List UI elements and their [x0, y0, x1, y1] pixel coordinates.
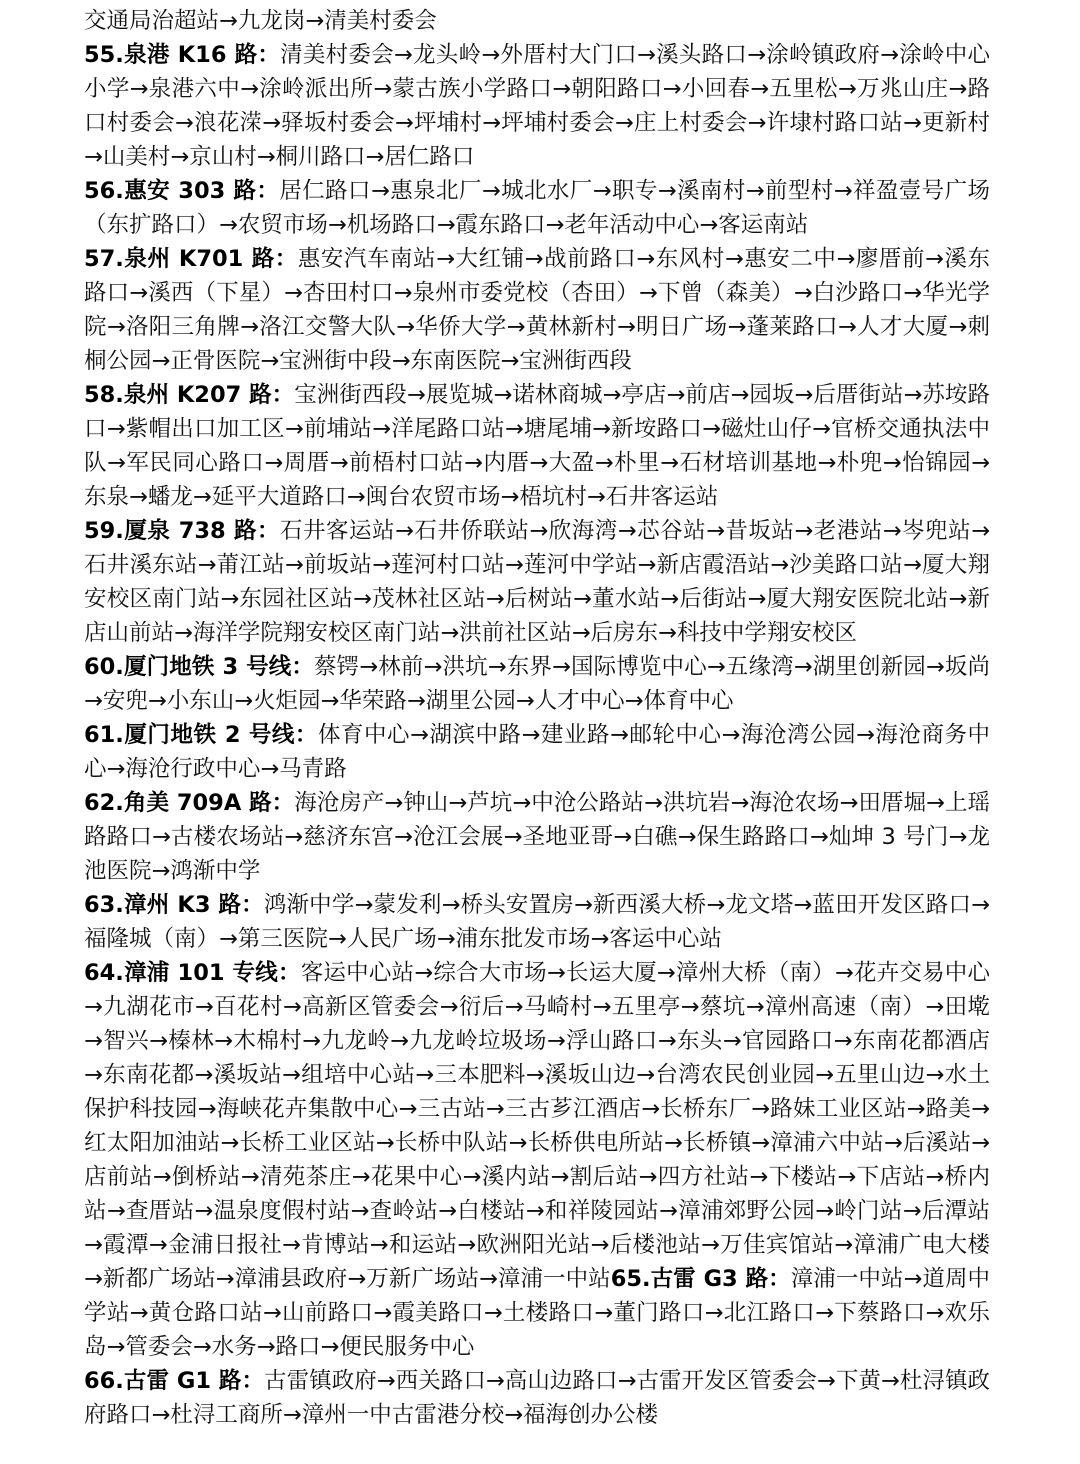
- route-stops: 宝洲街西段→展览城→诺林商城→亭店→前店→园坂→后厝街站→苏垵路口→紫帽出口加工区→前埔站→洋尾路口站→塘尾埔→新垵路口→磁灶山仔→官桥交通执法中队→军民同心路口→周厝→前梧村口站→内厝→大盈→朴里→石材培训基地→朴兜→怡锦园→东泉→蟠龙→延平大道路口→闽台农贸市场→梧坑村→石井客运站: [84, 382, 990, 510]
- route-stops: 客运中心站→综合大市场→长运大厦→漳州大桥（南）→花卉交易中心→九湖花市→百花村→高新区管委会→衍后→马崎村→五里亭→蔡坑→漳州高速（南）→田墘→智兴→榛林→木棉村→九龙岭→九龙岭垃圾场→浮山路口→东头→官园路口→东南花都酒店→东南花都→溪坂站→组培中心站→三本肥料→溪坂山边→台湾农民创业园→五里山边→水土保护科技园→海峡花卉集散中心→三古站→三古芗江酒店→长桥东厂→路妹工业区站→路美→红太阳加油站→长桥工业区站→长桥中队站→长桥供电所站→长桥镇→漳浦六中站→后溪站→店前站→倒桥站→清苑茶庄→花果中心→溪内站→割后站→四方社站→下楼站→下店站→桥内站→查厝站→温泉度假村站→查岭站→白楼站→和祥陵园站→漳浦郊野公园→岭门站→后潭站→霞潭→金浦日报社→肯博站→和运站→欧洲阳光站→后楼池站→万佳宾馆站→漳浦广电大楼→新都广场站→漳浦县政府→万新广场站→漳浦一中站: [84, 960, 990, 1292]
- route-title: 56.惠安 303 路：: [84, 178, 280, 204]
- route-63: [84, 888, 990, 956]
- route-stops: 清美村委会→龙头岭→外厝村大门口→溪头路口→涂岭镇政府→涂岭中心小学→泉港六中→涂岭派出所→蒙古族小学路口→朝阳路口→小回春→五里松→万兆山庄→路口村委会→浪花溁→驿坂村委会→坪埔村→坪埔村委会→庄上村委会→许埭村路口站→更新村→山美村→京山村→桐川路口→居仁路口: [84, 42, 990, 170]
- route-stops: 惠安汽车南站→大红铺→战前路口→东风村→惠安二中→廖厝前→溪东路口→溪西（下星）→杏田村口→泉州市委党校（杏田）→下曾（森美）→白沙路口→华光学院→洛阳三角牌→洛江交警大队→华侨大学→黄林新村→明日广场→蓬莱路口→人才大厦→刺桐公园→正骨医院→宝洲街中段→东南医院→宝洲街西段: [84, 246, 990, 374]
- route-title: 59.厦泉 738 路：: [84, 518, 280, 544]
- route-55: [84, 38, 990, 174]
- route-title: 63.漳州 K3 路：: [84, 892, 264, 918]
- route-59: [84, 514, 990, 650]
- route-title: 60.厦门地铁 3 号线：: [84, 654, 315, 680]
- route-66: [84, 1364, 990, 1432]
- route-title: 62.角美 709A 路：: [84, 790, 295, 816]
- route-56: [84, 174, 990, 242]
- route-58: [84, 378, 990, 514]
- lead-paragraph: [84, 4, 990, 38]
- bus-route-document: [84, 4, 990, 1432]
- route-64-and-65: [84, 956, 990, 1364]
- lead-stops: 交通局治超站→九龙岗→清美村委会: [84, 8, 437, 34]
- route-title: 66.古雷 G1 路：: [84, 1368, 265, 1394]
- route-61: [84, 718, 990, 786]
- route-title: 61.厦门地铁 2 号线：: [84, 722, 318, 748]
- route-title: 64.漳浦 101 专线：: [84, 960, 301, 986]
- route-title: 57.泉州 K701 路：: [84, 246, 298, 272]
- route-stops: 石井客运站→石井侨联站→欣海湾→芯谷站→昔坂站→老港站→岑兜站→石井溪东站→莆江站→前坂站→莲河村口站→莲河中学站→新店霞浯站→沙美路口站→厦大翔安校区南门站→东园社区站→茂林社区站→后树站→董水站→后街站→厦大翔安医院北站→新店山前站→海洋学院翔安校区南门站→洪前社区站→后房东→科技中学翔安校区: [84, 518, 990, 646]
- route-stops: 海沧房产→钟山→芦坑→中沧公路站→洪坑岩→海沧农场→田厝堀→上瑶路路口→古楼农场站→慈济东宫→沧江会展→圣地亚哥→白礁→保生路路口→灿坤 3 号门→龙池医院→鸿渐中学: [84, 790, 990, 884]
- route-62: [84, 786, 990, 888]
- route-title: 65.古雷 G3 路：: [610, 1266, 791, 1292]
- route-57: [84, 242, 990, 378]
- route-title: 55.泉港 K16 路：: [84, 42, 281, 68]
- route-title: 58.泉州 K207 路：: [84, 382, 295, 408]
- route-stops: 体育中心→湖滨中路→建业路→邮轮中心→海沧湾公园→海沧商务中心→海沧行政中心→马青路: [84, 722, 990, 782]
- route-stops: 漳浦一中站→道周中学站→黄仓路口站→山前路口→霞美路口→土楼路口→董门路口→北江路口→下蔡路口→欢乐岛→管委会→水务→路口→便民服务中心: [84, 1266, 990, 1360]
- route-stops: 古雷镇政府→西关路口→高山边路口→古雷开发区管委会→下黄→杜浔镇政府路口→杜浔工商所→漳州一中古雷港分校→福海创办公楼: [84, 1368, 991, 1428]
- route-stops: 蔡锷→林前→洪坑→东界→国际博览中心→五缘湾→湖里创新园→坂尚→安兜→小东山→火炬园→华荣路→湖里公园→人才中心→体育中心: [84, 654, 990, 714]
- route-stops: 居仁路口→惠泉北厂→城北水厂→职专→溪南村→前型村→祥盈壹号广场（东扩路口）→农贸市场→机场路口→霞东路口→老年活动中心→客运南站: [84, 178, 990, 238]
- route-stops: 鸿渐中学→蒙发利→桥头安置房→新西溪大桥→龙文塔→蓝田开发区路口→福隆城（南）→第三医院→人民广场→浦东批发市场→客运中心站: [84, 892, 990, 952]
- route-60: [84, 650, 990, 718]
